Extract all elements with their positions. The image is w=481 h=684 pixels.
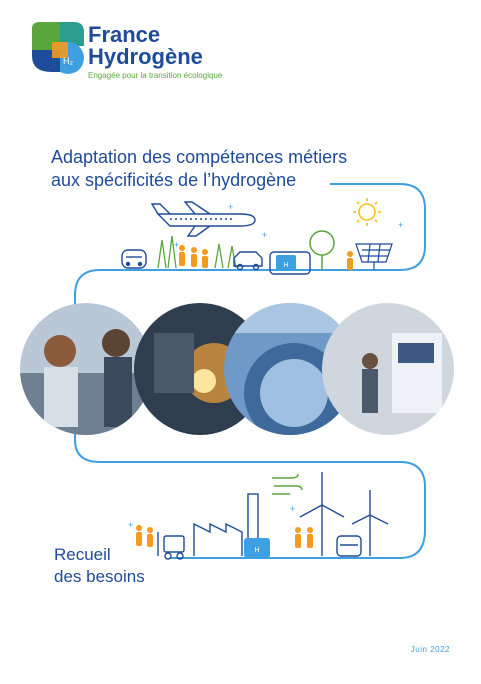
svg-text:+: + [290,504,296,514]
svg-text:H: H [254,547,260,554]
document-title-line1: Adaptation des compétences métiers [51,147,348,167]
bus-icon [337,536,361,556]
train-icon [122,250,146,268]
airplane-icon [152,202,255,236]
workers-bottom-icon [136,525,313,548]
photo-engineers [20,303,152,435]
svg-text:+: + [262,230,268,240]
logo-badge-text: H₂ [63,56,73,66]
svg-text:+: + [398,220,404,230]
svg-text:+: + [128,520,134,530]
tree-icon [310,231,334,270]
wind-icon [272,474,302,494]
document-title-line2: aux spécificités de l’hydrogène [51,170,297,190]
car-icon [234,252,262,270]
forklift-icon [158,532,184,559]
photo-lab [322,303,454,435]
logo-tagline: Engagée pour la transition écologique [88,71,223,80]
workers-icon [179,245,353,270]
svg-text:+: + [228,202,234,212]
svg-text:H: H [283,262,289,269]
logo-line2: Hydrogène [88,44,203,69]
publication-date: Juin 2022 [410,645,450,654]
svg-text:+: + [174,240,180,250]
hydrogen-tank-bottom-icon [244,538,270,558]
sun-icon [353,198,381,226]
solar-panel-icon [356,244,392,270]
logo-line1: France [88,22,161,47]
wind-turbine-icon [300,472,388,556]
subtitle-line1: Recueil [54,545,111,564]
subtitle-line2: des besoins [54,567,145,586]
